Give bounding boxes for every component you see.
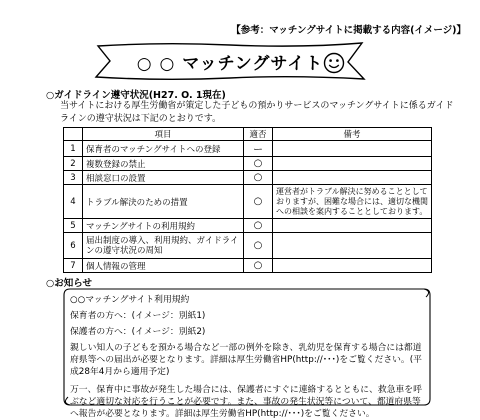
smiley-icon [323,52,345,74]
row-compliance-mark: ○ [244,185,273,219]
row-item: 個人情報の管理 [83,259,244,273]
header-remarks: 備考 [273,128,432,141]
table-row [64,171,432,185]
row-number: 4 [64,185,83,219]
table-row [64,157,432,171]
row-number: 6 [64,233,83,259]
table-row [64,185,432,219]
header-no [64,128,83,141]
reference-note: 【参考：マッチングサイトに掲載する内容(イメージ)】 [231,25,466,36]
row-number: 2 [64,157,83,171]
row-compliance-mark: ○ [244,171,273,185]
notice-heading: ○お知らせ [46,278,93,289]
row-remarks: 運営者がトラブル解決に努めることとしておりますが、困難な場合には、適切な機関への相談を案内することとしております。 [273,185,432,219]
row-number: 5 [64,219,83,233]
row-remarks [273,141,432,157]
row-number: 7 [64,259,83,273]
row-item: トラブル解決のための措置 [83,185,244,219]
row-number: 3 [64,171,83,185]
row-compliance-mark: ○ [244,259,273,273]
notice-content [70,294,426,420]
row-item: 相談窓口の設置 [83,171,244,185]
table-header-row [64,128,432,141]
table-row [64,141,432,157]
row-number: 1 [64,141,83,157]
table-row [64,219,432,233]
notice-accident-paragraph: 万一、保育中に事故が発生した場合には、保護者にすぐに連絡するとともに、救急車を呼ぶなど適切な対応を行うことが必要です。また、事故の発生状況等について、都道府県等へ報告が必要となります。詳細は厚生労働省HP(http://･･･)をご覧ください。 [70,385,422,419]
row-item: マッチングサイトの利用規約 [83,219,244,233]
header-item: 項目 [83,128,244,141]
guideline-table [63,127,432,273]
row-remarks [273,233,432,259]
row-remarks [273,259,432,273]
terms-guardian: 保護者の方へ：(イメージ：別紙2) [70,327,206,337]
row-compliance-mark: ○ [244,233,273,259]
header-compliance: 適否 [244,128,273,141]
banner-title: ○ ○ マッチングサイト [136,53,324,74]
table-row [64,233,432,259]
row-item: 届出制度の導入、利用規約、ガイドラインの遵守状況の周知 [83,233,244,259]
row-remarks [273,171,432,185]
row-compliance-mark: ○ [244,219,273,233]
terms-caregiver: 保育者の方へ：(イメージ：別紙1) [70,311,206,321]
notice-registration-paragraph: 親しい知人の子どもを預かる場合など一部の例外を除き、乳幼児を保育する場合には都道府県等への届出が必要となります。詳細は厚生労働省HP(http://･･･)をご覧ください。(平成28年4月から適用予定) [70,343,422,377]
row-remarks [273,219,432,233]
table-row [64,259,432,273]
row-remarks [273,157,432,171]
row-item: 保育者のマッチングサイトへの登録 [83,141,244,157]
notice-box [62,287,432,419]
row-compliance-mark: ー [244,141,273,157]
guideline-heading: ○ガイドライン遵守状況(H27. O. 1現在) [46,90,226,101]
terms-title: ○○マッチングサイト利用規約 [70,295,190,305]
row-item: 複数登録の禁止 [83,157,244,171]
row-compliance-mark: ○ [244,157,273,171]
guideline-intro: 当サイトにおける厚生労働省が策定した子どもの預かりサービスのマッチングサイトに係るガイドラインの遵守状況は下記のとおりです。 [60,101,454,124]
